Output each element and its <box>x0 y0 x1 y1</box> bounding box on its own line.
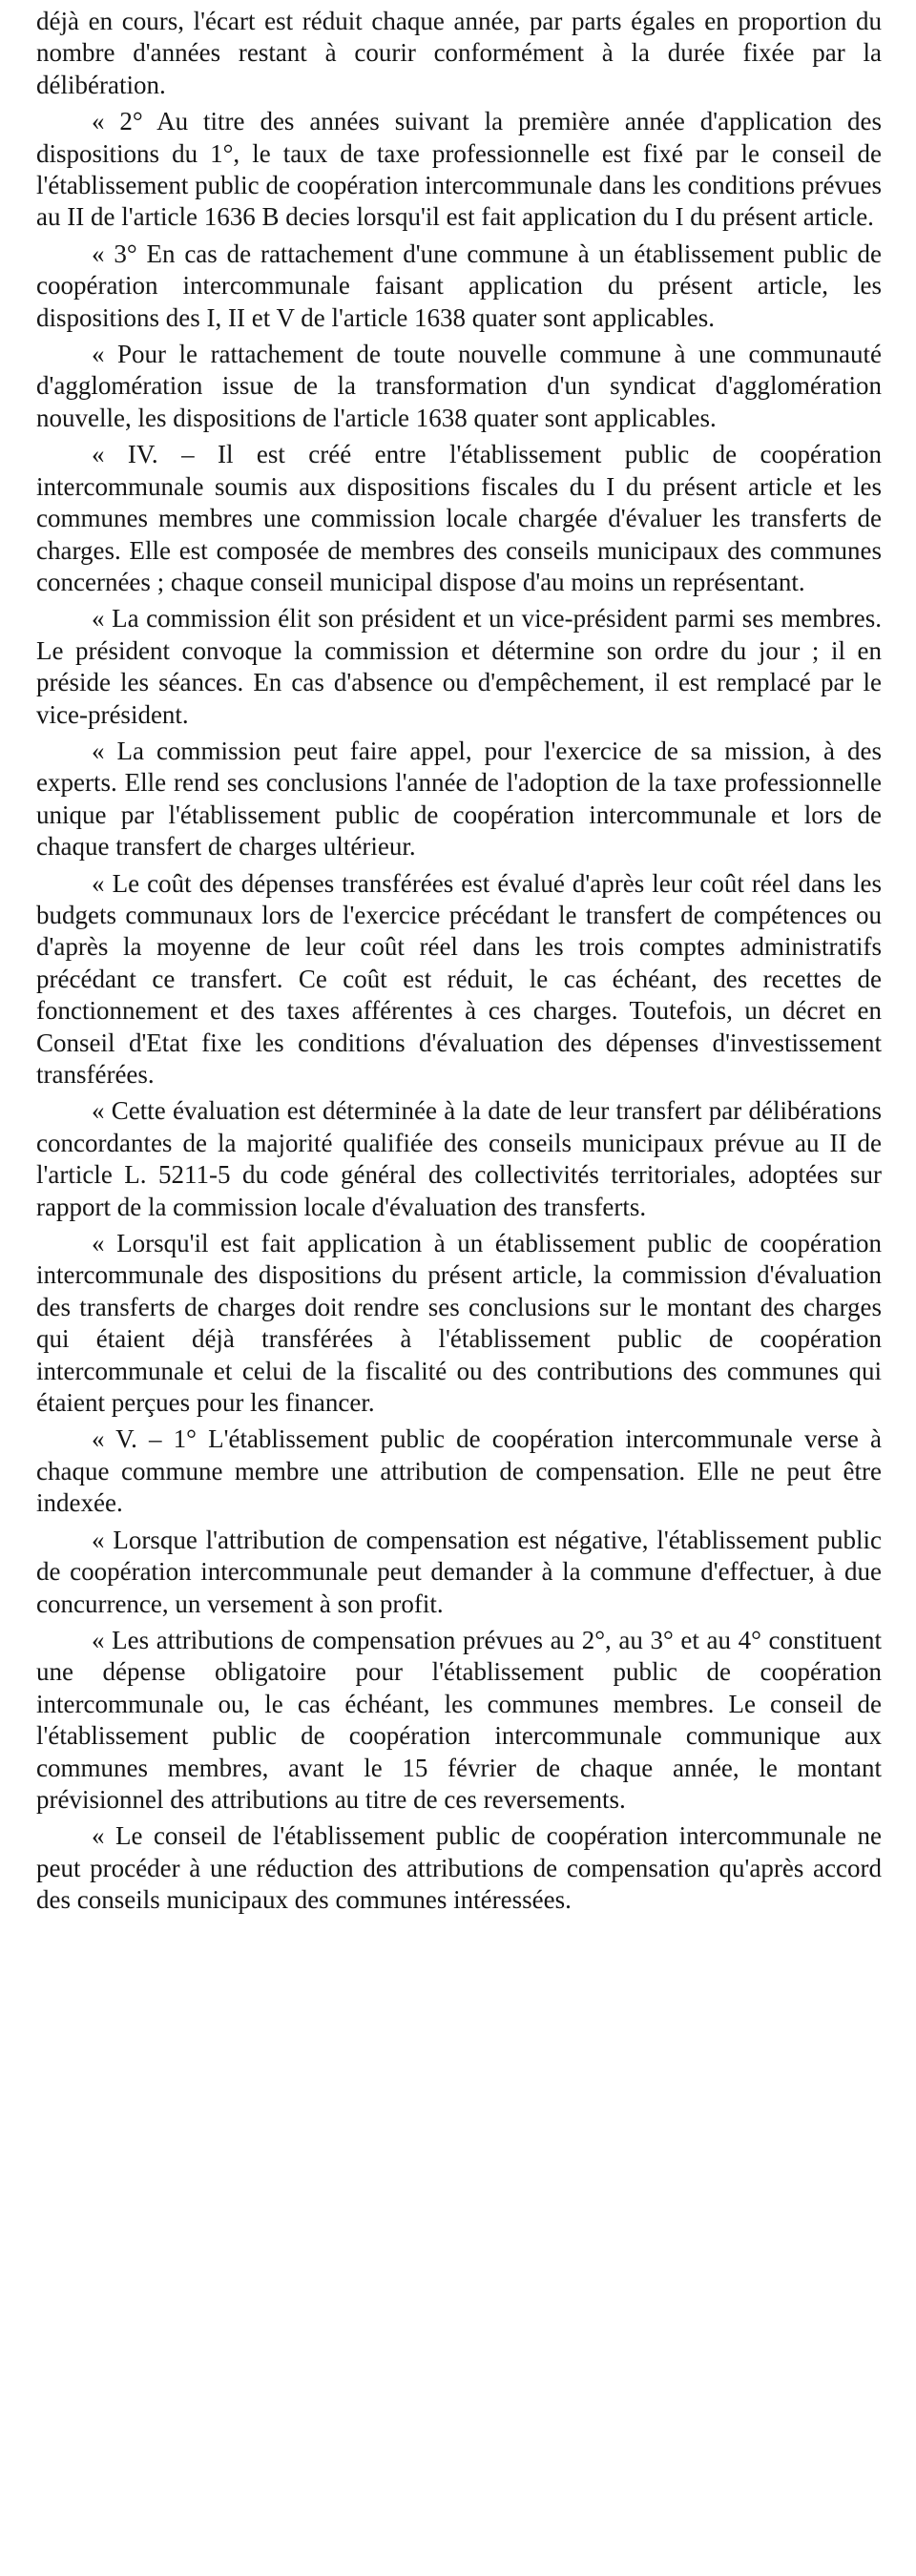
paragraph-application: « Lorsqu'il est fait application à un établissement public de coopération intercommunale des dispositions du présent article, la commission d'évaluation des transferts de charges doit rendre ses conclusions sur le montant des charges qui étaient déjà transférées à l'établissement public de coopération intercommunale et celui de la fiscalité ou des contributions des communes qui étaient perçues pour les financer. <box>36 1229 882 1418</box>
paragraph-commission-president: « La commission élit son président et un vice-président parmi ses membres. Le président convoque la commission et détermine son ordre du jour ; il en préside les séances. En cas d'absence ou d'empêchement, il est remplacé par le vice-président. <box>36 604 882 729</box>
paragraph-continuation: déjà en cours, l'écart est réduit chaque année, par parts égales en proportion du nombre d'années restant à courir conformément à la durée fixée par la délibération. <box>36 7 882 99</box>
paragraph-cout-depenses: « Le coût des dépenses transférées est évalué d'après leur coût réel dans les budgets communaux lors de l'exercice précédant le transfert de compétences ou d'après la moyenne de leur coût réel dans les trois comptes administratifs précédant ce transfert. Ce coût est réduit, le cas échéant, des recettes de fonctionnement et des taxes afférentes à ces charges. Toutefois, un décret en Conseil d'Etat fixe les conditions d'évaluation des dépenses d'investissement transférées. <box>36 868 882 1089</box>
paragraph-2-taux: « 2° Au titre des années suivant la première année d'application des dispositions du 1°, le taux de taxe professionnelle est fixé par le conseil de l'établissement public de coopération intercommunale dans les conditions prévues au II de l'article 1636 B decies lorsqu'il est fait application du I du présent article. <box>36 107 882 232</box>
paragraph-attributions-obligatoires: « Les attributions de compensation prévues au 2°, au 3° et au 4° constituent une dépense obligatoire pour l'établissement public de coopération intercommunale ou, le cas échéant, les communes membres. Le conseil de l'établissement public de coopération intercommunale communique aux communes membres, avant le 15 février de chaque année, le montant prévisionnel des attributions au titre de ces reversements. <box>36 1625 882 1814</box>
paragraph-rattachement-communaute: « Pour le rattachement de toute nouvelle commune à une communauté d'agglomération issue de la transformation d'un syndicat d'agglomération nouvelle, les dispositions de l'article 1638 quater sont applicables. <box>36 340 882 432</box>
paragraph-attribution-negative: « Lorsque l'attribution de compensation est négative, l'établissement public de coopération intercommunale peut demander à la commune d'effectuer, à due concurrence, un versement à son profit. <box>36 1525 882 1618</box>
paragraph-3-rattachement: « 3° En cas de rattachement d'une commune à un établissement public de coopération intercommunale faisant application du présent article, les dispositions des I, II et V de l'article 1638 quater sont applicables. <box>36 239 882 332</box>
paragraph-reduction-attributions: « Le conseil de l'établissement public de coopération intercommunale ne peut procéder à une réduction des attributions de compensation qu'après accord des conseils municipaux des communes intéressées. <box>36 1821 882 1915</box>
paragraph-iv-commission: « IV. – Il est créé entre l'établissement public de coopération intercommunale soumis aux dispositions fiscales du I du présent article et les communes membres une commission locale chargée d'évaluer les transferts de charges. Elle est composée de membres des conseils municipaux des communes concernées ; chaque conseil municipal dispose d'au moins un représentant. <box>36 440 882 596</box>
paragraph-v-attribution: « V. – 1° L'établissement public de coopération intercommunale verse à chaque commune membre une attribution de compensation. Elle ne peut être indexée. <box>36 1424 882 1518</box>
paragraph-evaluation: « Cette évaluation est déterminée à la date de leur transfert par délibérations concordantes de la majorité qualifiée des conseils municipaux prévue au II de l'article L. 5211-5 du code général des collectivités territoriales, adoptées sur rapport de la commission locale d'évaluation des transferts. <box>36 1096 882 1221</box>
paragraph-commission-experts: « La commission peut faire appel, pour l'exercice de sa mission, à des experts. Elle rend ses conclusions l'année de l'adoption de la taxe professionnelle unique par l'établissement public de coopération intercommunale et lors de chaque transfert de charges ultérieur. <box>36 736 882 862</box>
